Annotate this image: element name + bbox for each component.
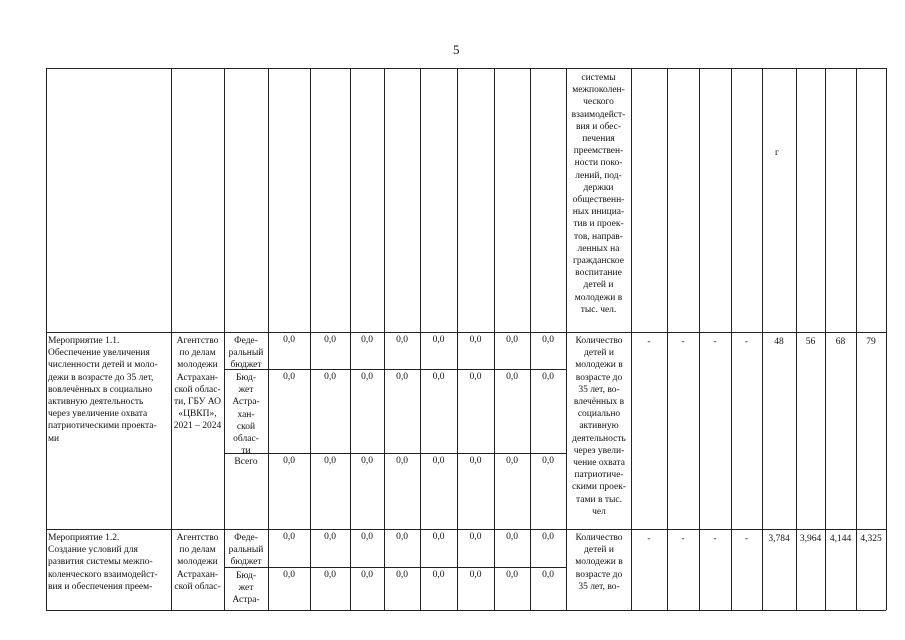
funding-source: Бюд- жет Астра- хан- ской облас- ти [232,373,260,457]
target-value: - [713,534,717,544]
event-name: Мероприятие 1.1. Обеспечение увеличения численности детей и моло- дежи в возрасте до 35 лет, вовлечённых в социально активную деятельность через увеличение охвата патриотическими проекта- ми [48,336,158,444]
target-value: - [681,534,685,544]
funding-value: 0,0 [542,456,554,466]
target-value: 4,144 [829,534,852,544]
stray-mark: г [775,148,779,158]
funding-value: 0,0 [396,335,408,345]
funding-value: 0,0 [283,532,295,542]
target-value: 68 [835,337,846,347]
funding-value: 0,0 [506,335,518,345]
target-value: - [713,337,717,347]
funding-value: 0,0 [324,570,336,580]
target-value: - [647,534,651,544]
page-number: 5 [453,42,460,57]
table-subrow-line [224,369,566,370]
funding-value: 0,0 [469,372,482,382]
funding-value: 0,0 [396,570,408,580]
funding-value: 0,0 [283,335,295,345]
target-value: 48 [774,337,784,347]
funding-value: 0,0 [542,335,554,345]
funding-value: 0,0 [432,532,445,542]
funding-value: 0,0 [361,456,373,466]
executor-text: Агентство по делам молодежи Астрахан- ской облас- ти, ГБУ АО «ЦВКП», 2021 – 2024 [173,336,222,432]
table-row-line [46,529,886,530]
table-row-line [46,610,886,611]
table-subrow-line [224,567,566,568]
funding-value: 0,0 [469,570,482,580]
target-value: 3,784 [768,534,790,544]
target-value: 4,325 [860,534,882,544]
target-value: - [744,534,749,544]
executor-text: Агентство по делам молодежи Астрахан- ской облас- [174,533,221,592]
funding-value: 0,0 [506,456,518,466]
funding-value: 0,0 [396,372,408,382]
funding-value: 0,0 [361,570,373,580]
target-value: - [647,337,651,347]
funding-source: Бюд- жет Астра- [232,571,260,606]
target-value: - [744,337,749,347]
indicator-name: Количество детей и молодежи в возрасте до 35 лет, во- [575,533,623,592]
funding-value: 0,0 [542,532,554,542]
funding-value: 0,0 [542,570,554,580]
funding-value: 0,0 [396,456,408,466]
target-value: 56 [805,337,816,347]
funding-source: Феде- ральный бюджет [228,533,264,568]
program-table [46,68,886,610]
funding-value: 0,0 [432,570,445,580]
funding-value: 0,0 [361,372,373,382]
funding-value: 0,0 [324,532,336,542]
funding-value: 0,0 [324,335,336,345]
funding-value: 0,0 [361,335,373,345]
funding-value: 0,0 [432,335,445,345]
indicator-text-continued: системы межпоколен- ческого взаимодейст- вия и обес- печения преемствен- ности поко- лений, под- держки общественн- ных инициа- тив и проек- тов, направ- ленных на гражданское воспитание детей и молодежи в тыс. чел. [571,73,626,315]
funding-value: 0,0 [542,372,554,382]
funding-value: 0,0 [324,372,336,382]
target-value: 79 [866,337,876,347]
funding-value: 0,0 [396,532,408,542]
table-column-line [886,68,887,610]
funding-value: 0,0 [469,456,482,466]
funding-value: 0,0 [432,456,445,466]
target-value: 3,964 [799,534,822,544]
target-value: - [681,337,685,347]
funding-value: 0,0 [506,570,518,580]
funding-value: 0,0 [283,570,295,580]
funding-source: Всего [234,457,258,467]
funding-value: 0,0 [432,372,445,382]
funding-value: 0,0 [506,372,518,382]
indicator-name: Количество детей и молодежи в возрасте до 35 лет, во- влечённых в социально активную деятельность через увели- чение охвата патриотиче- скими проек- тами в тыс. чел [571,336,627,517]
funding-value: 0,0 [469,335,482,345]
table-row-line [46,68,886,69]
funding-value: 0,0 [506,532,518,542]
funding-value: 0,0 [469,532,482,542]
funding-value: 0,0 [324,456,336,466]
table-subrow-line [224,453,566,454]
funding-value: 0,0 [361,532,373,542]
funding-source: Феде- ральный бюджет [228,336,264,371]
funding-value: 0,0 [283,372,295,382]
funding-value: 0,0 [283,456,295,466]
event-name: Мероприятие 1.2. Создание условий для развития системы межпо- коленческого взаимодейст- вия и обеспечения преем- [48,533,158,592]
table-row-line [46,332,886,333]
